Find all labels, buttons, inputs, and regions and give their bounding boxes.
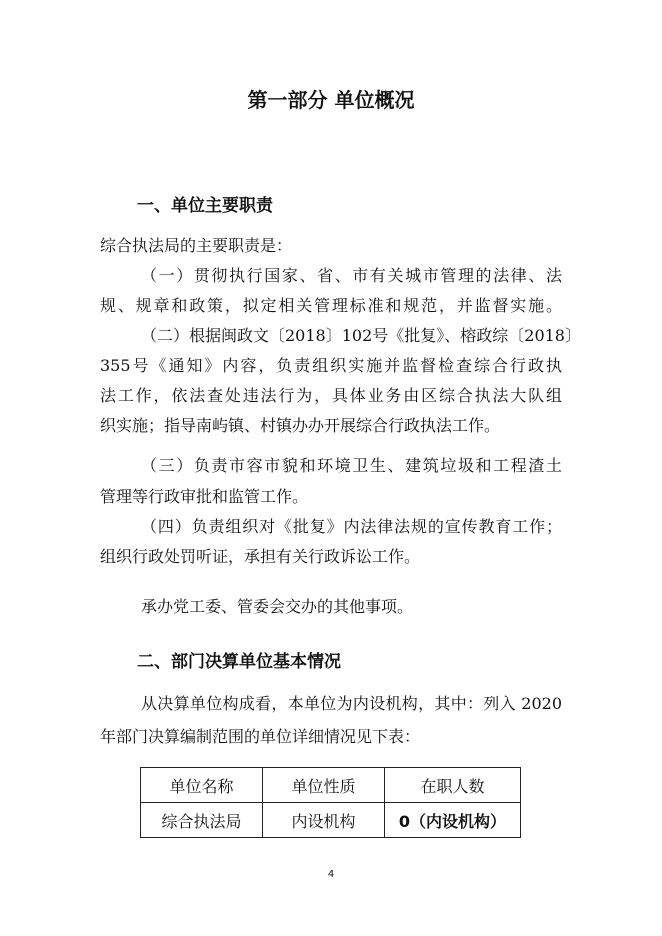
paragraph-line: 规、规章和政策，拟定相关管理标准和规范，并监督实施。 — [100, 296, 562, 315]
table-cell: 内设机构 — [263, 803, 385, 838]
table-header-cell: 单位名称 — [141, 768, 263, 803]
intro-line: 综合执法局的主要职责是： — [100, 236, 293, 255]
paragraph-line: 355号《通知》内容，负责组织实施并监督检查综合行政执 — [100, 356, 562, 375]
paragraph-line: （三）负责市容市貌和环境卫生、建筑垃圾和工程渣土 — [141, 456, 562, 475]
paragraph-line: （四）负责组织对《批复》内法律法规的宣传教育工作； — [141, 517, 562, 536]
table-cell: 综合执法局 — [141, 803, 263, 838]
paragraph-line: 承办党工委、管委会交办的其他事项。 — [141, 597, 414, 616]
paragraph-line: （二）根据闽政文〔2018〕102号《批复》、榕政综〔2018〕 — [141, 326, 581, 345]
unit-table — [140, 767, 521, 838]
table-header-row — [141, 768, 521, 803]
paragraph-line: 从决算单位构成看，本单位为内设机构，其中：列入 2020 — [141, 694, 562, 713]
paragraph-line: 法工作，依法查处违法行为，具体业务由区综合执法大队组 — [100, 386, 562, 405]
paragraph-line: 年部门决算编制范围的单位详细情况见下表： — [100, 727, 421, 746]
paragraph-line: 组织行政处罚听证，承担有关行政诉讼工作。 — [100, 547, 421, 566]
table-cell: 0（内设机构） — [385, 803, 521, 838]
table-row — [141, 803, 521, 838]
paragraph-line: 管理等行政审批和监管工作。 — [100, 487, 309, 506]
paragraph-line: 织实施；指导南屿镇、村镇办办开展综合行政执法工作。 — [100, 416, 501, 435]
table-header-cell: 单位性质 — [263, 768, 385, 803]
section-heading-duties: 一、单位主要职责 — [137, 196, 273, 216]
page-title: 第一部分 单位概况 — [247, 88, 415, 112]
page-number: 4 — [327, 869, 335, 880]
table-header-cell: 在职人数 — [385, 768, 521, 803]
section-heading-units: 二、部门决算单位基本情况 — [137, 652, 341, 672]
paragraph-line: （一）贯彻执行国家、省、市有关城市管理的法律、法 — [141, 266, 562, 285]
